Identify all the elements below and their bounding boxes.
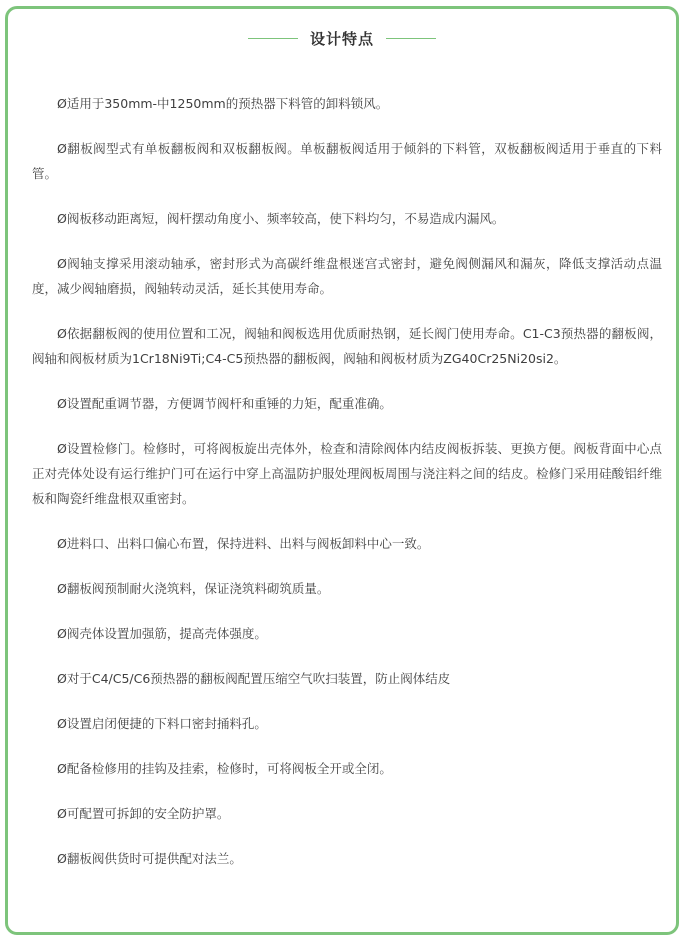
feature-paragraph: Ø依据翻板阀的使用位置和工况，阀轴和阀板选用优质耐热钢，延长阀门使用寿命。C1-C3预热器的翻板阀，阀轴和阀板材质为1Cr18Ni9Ti;C4-C5预热器的翻板阀，阀轴和阀板材质为ZG40Cr25Ni20si2。 [32, 326, 662, 366]
feature-paragraph: Ø翻板阀供货时可提供配对法兰。 [57, 851, 242, 866]
feature-paragraph: Ø翻板阀型式有单板翻板阀和双板翻板阀。单板翻板阀适用于倾斜的下料管，双板翻板阀适用于垂直的下料管。 [32, 141, 662, 181]
feature-paragraph: Ø可配置可拆卸的安全防护罩。 [57, 806, 230, 821]
header-right-divider [386, 38, 436, 39]
feature-paragraph: Ø翻板阀预制耐火浇筑料，保证浇筑料砌筑质量。 [57, 581, 330, 596]
feature-paragraph: Ø进料口、出料口偏心布置，保持进料、出料与阀板卸料中心一致。 [57, 536, 430, 551]
feature-paragraph: Ø配备检修用的挂钩及挂索，检修时，可将阀板全开或全闭。 [57, 761, 392, 776]
feature-list [32, 91, 662, 891]
feature-paragraph: Ø阀壳体设置加强筋，提高壳体强度。 [57, 626, 267, 641]
feature-paragraph: Ø对于C4/C5/C6预热器的翻板阀配置压缩空气吹扫装置，防止阀体结皮 [57, 671, 451, 686]
feature-paragraph: Ø设置检修门。检修时，可将阀板旋出壳体外，检查和清除阀体内结皮阀板拆装、更换方便。阀板背面中心点正对壳体处设有运行维护门可在运行中穿上高温防护服处理阀板周围与浇注料之间的结皮。检修门采用硅酸铝纤维板和陶瓷纤维盘根双重密封。 [32, 441, 662, 506]
feature-paragraph: Ø阀板移动距离短，阀杆摆动角度小、频率较高，使下料均匀，不易造成内漏风。 [57, 211, 505, 226]
section-header [8, 25, 676, 51]
feature-paragraph: Ø设置启闭便捷的下料口密封捅料孔。 [57, 716, 267, 731]
content-frame [5, 6, 679, 935]
feature-paragraph: Ø设置配重调节器，方便调节阀杆和重锤的力矩，配重准确。 [57, 396, 392, 411]
feature-paragraph: Ø阀轴支撑采用滚动轴承，密封形式为高碳纤维盘根迷宫式密封，避免阀侧漏风和漏灰，降低支撑活动点温度，减少阀轴磨损，阀轴转动灵活，延长其使用寿命。 [32, 256, 662, 296]
feature-paragraph: Ø适用于350mm-中1250mm的预热器下料管的卸料锁风。 [57, 96, 389, 111]
header-left-divider [248, 38, 298, 39]
section-title: 设计特点 [309, 29, 374, 48]
